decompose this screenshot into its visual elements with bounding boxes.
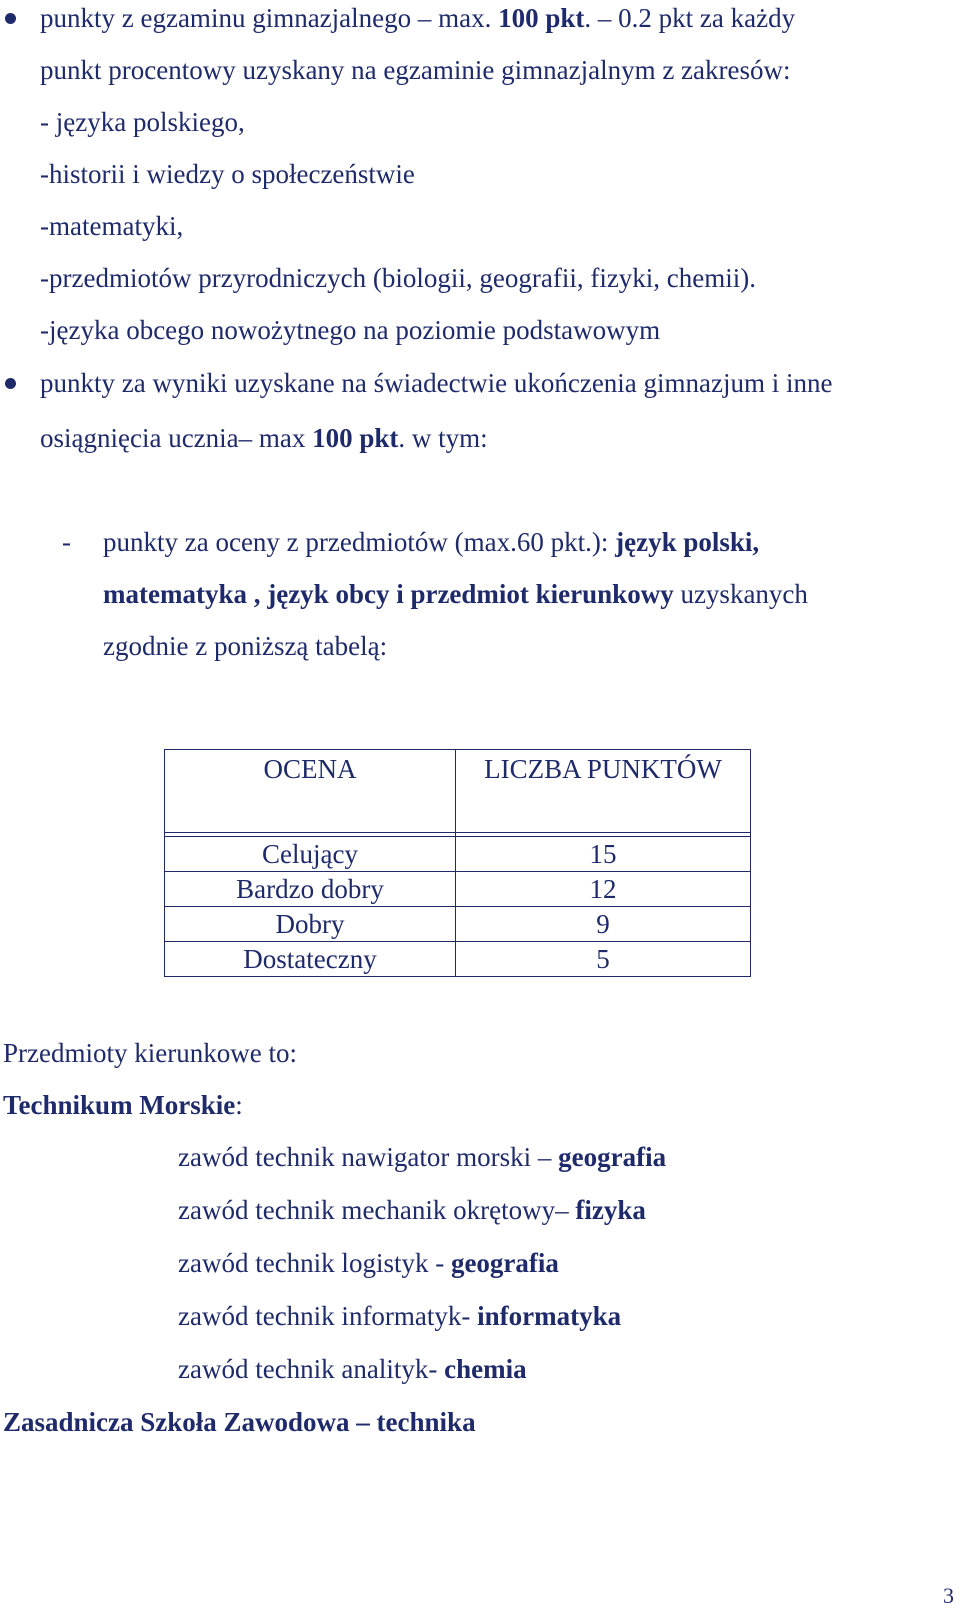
header-cell-ocena: OCENA [165, 750, 456, 833]
bold-text: język polski, [615, 527, 760, 557]
profession-text: zawód technik analityk- [178, 1354, 445, 1384]
points-cell: 5 [456, 942, 751, 977]
header-cell-points: LICZBA PUNKTÓW [456, 750, 751, 833]
profession-text: zawód technik informatyk- [178, 1301, 478, 1331]
text: punkty za oceny z przedmiotów (max.60 pkt.): [103, 527, 616, 557]
text: . w tym: [398, 423, 488, 453]
subject-text: geografia [450, 1248, 559, 1278]
sub-line3: zgodnie z poniższą tabelą: [103, 631, 388, 661]
profession-text: zawód technik mechanik okrętowy– [178, 1195, 576, 1225]
bullet2-line2 [40, 421, 488, 455]
kierunkowe-title: Przedmioty kierunkowe to: [3, 1038, 297, 1068]
list-item [178, 1352, 527, 1386]
bullet-icon [5, 378, 16, 389]
bullet1-line1 [40, 1, 795, 35]
text: : [235, 1090, 243, 1120]
bullet-icon [5, 13, 16, 24]
school-technikum-morskie [3, 1088, 243, 1122]
subject-text: fizyka [575, 1195, 646, 1225]
points-cell: 12 [456, 872, 751, 907]
grade-cell: Dostateczny [165, 942, 456, 977]
table-row [165, 907, 751, 942]
sub-dash: - [62, 527, 71, 557]
text: osiągnięcia ucznia– max [40, 423, 313, 453]
bullet1-line3: - języka polskiego, [40, 107, 245, 137]
table-row [165, 872, 751, 907]
bullet1-line4: -historii i wiedzy o społeczeństwie [40, 159, 415, 189]
bullet1-line2: punkt procentowy uzyskany na egzaminie gimnazjalnym z zakresów: [40, 55, 791, 85]
list-item [178, 1193, 646, 1227]
sub-line1 [103, 525, 759, 559]
table-row [165, 837, 751, 872]
text: uzyskanych [673, 579, 808, 609]
table-header-row [165, 750, 751, 833]
bullet1-line5: -matematyki, [40, 211, 184, 241]
bullet1-line7: -języka obcego nowożytnego na poziomie podstawowym [40, 315, 661, 345]
bullet2-line1: punkty za wyniki uzyskane na świadectwie ukończenia gimnazjum i inne [40, 368, 833, 398]
school-zsz: Zasadnicza Szkoła Zawodowa – technika [3, 1407, 476, 1437]
bold-text: 100 pkt [498, 3, 585, 33]
grades-table [164, 749, 751, 977]
grade-cell: Celujący [165, 837, 456, 872]
text: . – 0.2 pkt za każdy [584, 3, 796, 33]
sub-line2 [103, 577, 808, 611]
bold-text: matematyka , język obcy i przedmiot kierunkowy [103, 579, 674, 609]
subject-text: chemia [444, 1354, 527, 1384]
list-item [178, 1246, 559, 1280]
profession-text: zawód technik nawigator morski – [178, 1142, 559, 1172]
subject-text: informatyka [477, 1301, 622, 1331]
text: punkty z egzaminu gimnazjalnego – max. [40, 3, 499, 33]
grade-cell: Dobry [165, 907, 456, 942]
list-item [178, 1140, 666, 1174]
profession-text: zawód technik logistyk - [178, 1248, 451, 1278]
grade-cell: Bardzo dobry [165, 872, 456, 907]
bullet1-line6: -przedmiotów przyrodniczych (biologii, geografii, fizyki, chemii). [40, 263, 757, 293]
subject-text: geografia [558, 1142, 667, 1172]
table-row [165, 942, 751, 977]
points-cell: 15 [456, 837, 751, 872]
points-cell: 9 [456, 907, 751, 942]
bold-text: 100 pkt [312, 423, 399, 453]
bold-text: Technikum Morskie [3, 1090, 236, 1120]
page-number: 3 [943, 1583, 954, 1608]
list-item [178, 1299, 621, 1333]
